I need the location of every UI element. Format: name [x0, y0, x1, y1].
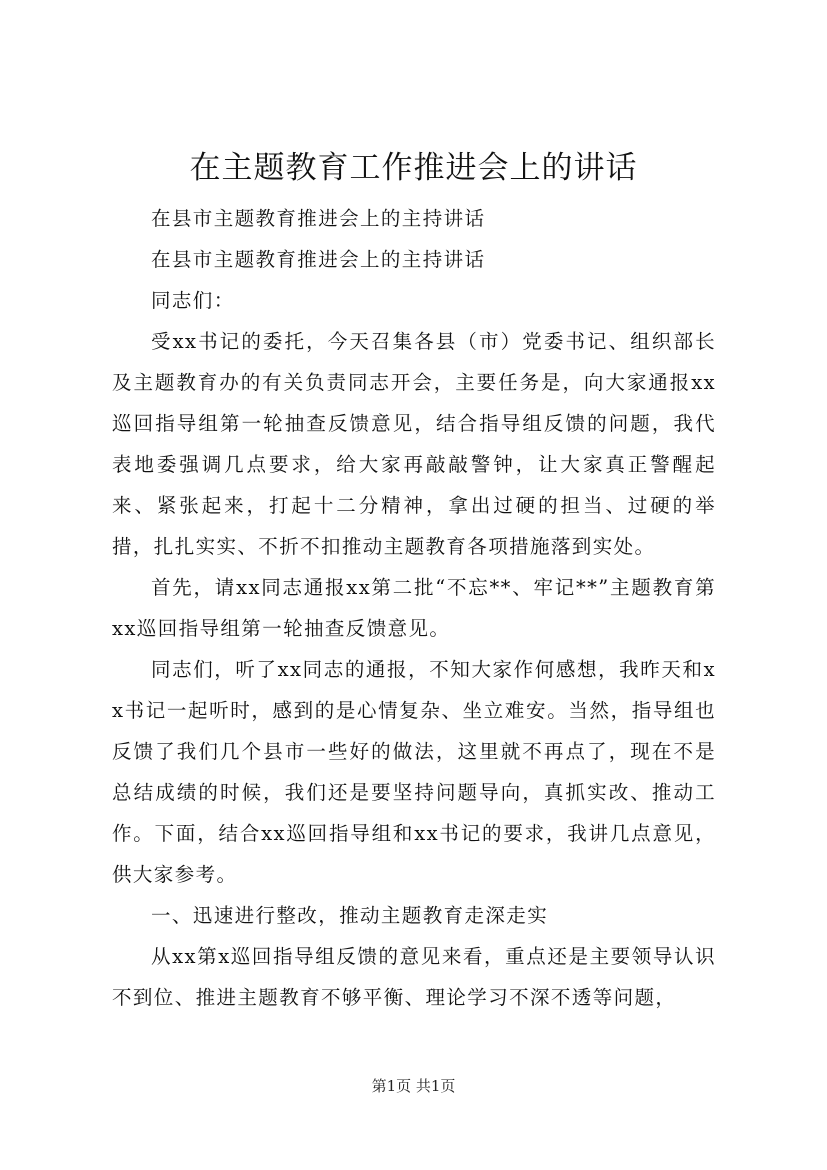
document-title: 在主题教育工作推进会上的讲话 [189, 150, 638, 186]
paragraph-subtitle-1: 在县市主题教育推进会上的主持讲话 [151, 207, 486, 230]
paragraph-subtitle-2: 在县市主题教育推进会上的主持讲话 [151, 248, 486, 271]
paragraph-comments: 同志们，听了xx同志的通报，不知大家作何感想，我昨天和xx书记一起听时，感到的是心情复杂、坐立难安。当然，指导组也反馈了我们几个县市一些好的做法，这里就不再点了，现在不是总结成绩的时候，我们还是要坚持问题导向，真抓实改、推动工作。下面，结合xx巡回指导组和xx书记的要求，我讲几点意见，供大家参考。 [112, 658, 716, 886]
page-number-footer: 第1页 共1页 [371, 1077, 456, 1095]
section-heading-1: 一、迅速进行整改，推动主题教育走深走实 [151, 904, 549, 927]
document-body [112, 198, 716, 1018]
paragraph-first: 首先，请xx同志通报xx第二批“不忘**、牢记**”主题教育第xx巡回指导组第一轮抽查反馈意见。 [112, 576, 716, 640]
paragraph-salutation: 同志们： [151, 289, 235, 312]
paragraph-intro: 受xx书记的委托，今天召集各县（市）党委书记、组织部长及主题教育办的有关负责同志开会，主要任务是，向大家通报xx巡回指导组第一轮抽查反馈意见，结合指导组反馈的问题，我代表地委强调几点要求，给大家再敲敲警钟，让大家真正警醒起来、紧张起来，打起十二分精神，拿出过硬的担当、过硬的举措，扎扎实实、不折不扣推动主题教育各项措施落到实处。 [112, 330, 716, 558]
paragraph-section-1: 从xx第x巡回指导组反馈的意见来看，重点还是主要领导认识不到位、推进主题教育不够平衡、理论学习不深不透等问题， [112, 945, 716, 1009]
